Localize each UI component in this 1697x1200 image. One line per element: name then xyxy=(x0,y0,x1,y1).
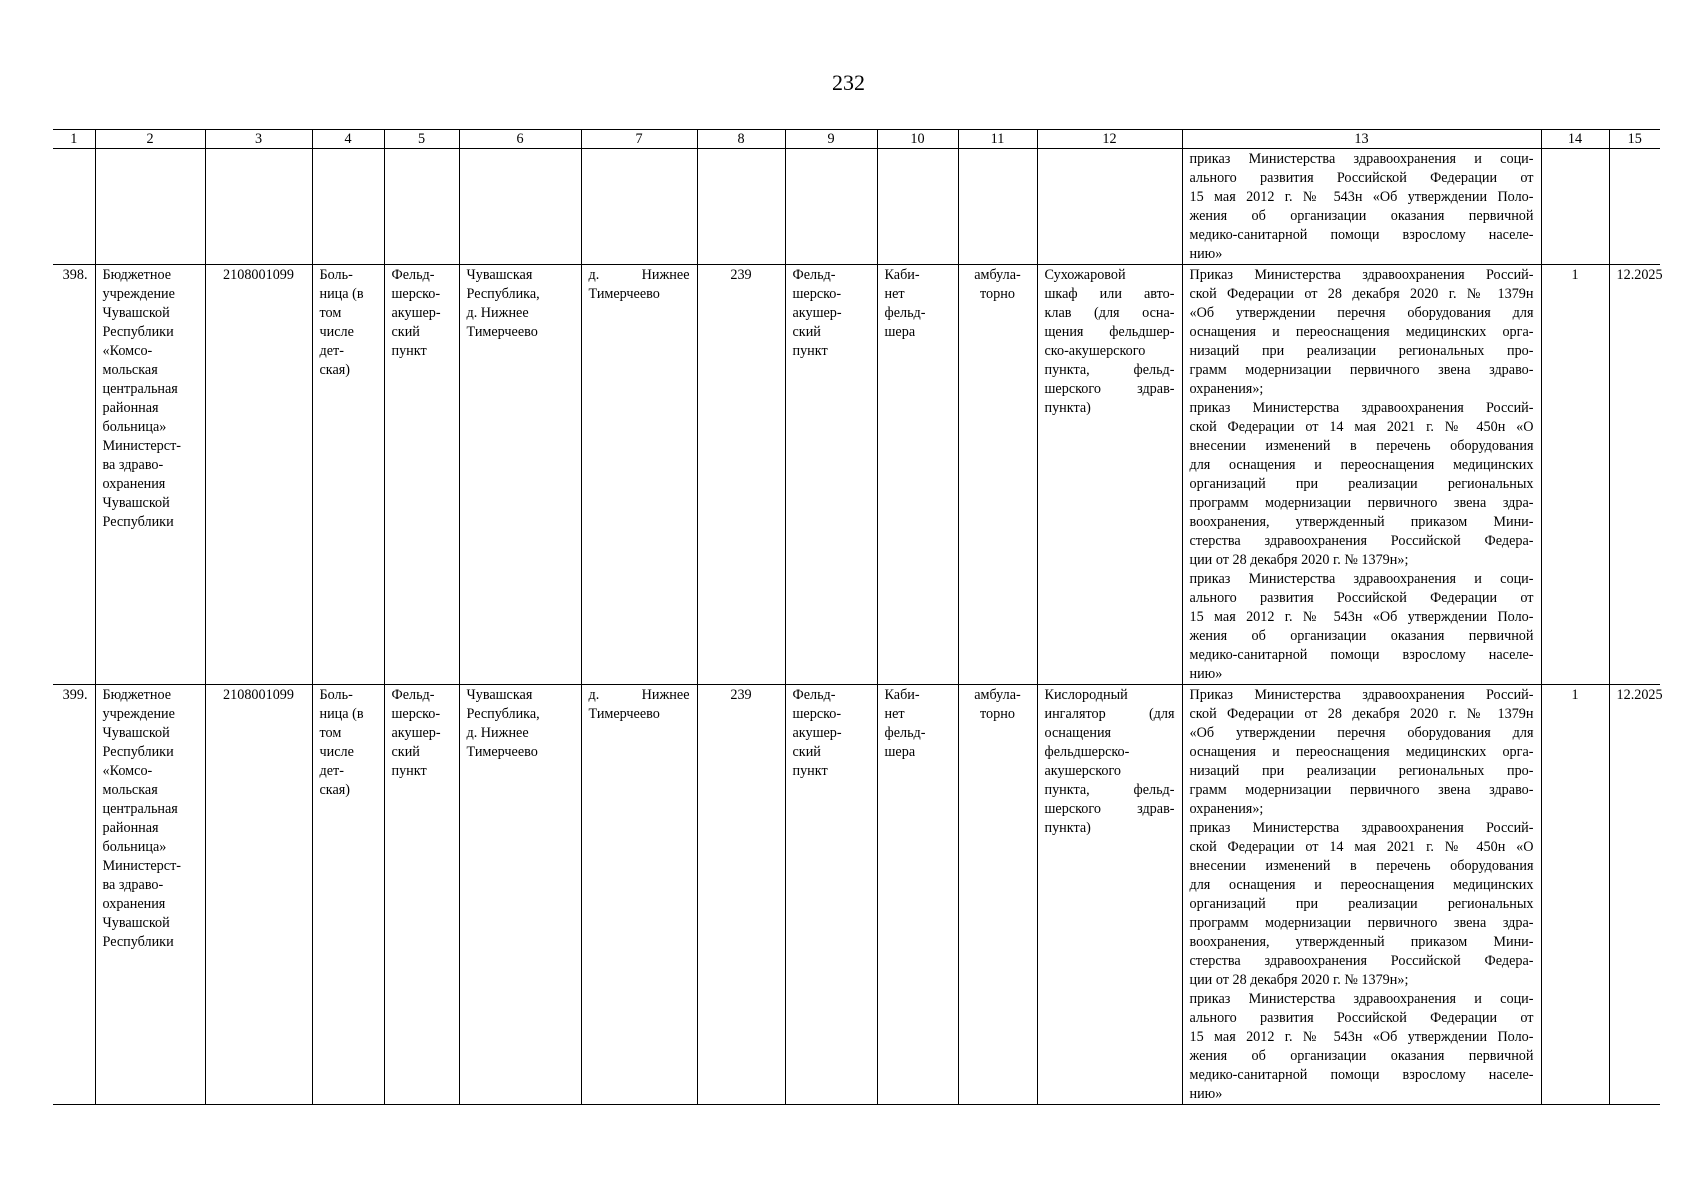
text-line: ции от 28 декабря 2020 г. № 1379н»; xyxy=(1189,552,1409,568)
column-header: 15 xyxy=(1609,130,1660,149)
column-header: 7 xyxy=(581,130,697,149)
text-line: Боль- xyxy=(319,267,353,283)
inn-code xyxy=(205,265,312,685)
text-line: Чувашская xyxy=(466,267,533,283)
text-line: для оснащения и переоснащения медицинских xyxy=(1189,457,1534,473)
text-line: Министерст- xyxy=(102,858,182,874)
cell-value: 2108001099 xyxy=(223,267,294,283)
cell-value: 12.2025 xyxy=(1616,267,1663,283)
text-line: ской Федерации от 28 декабря 2020 г. № 1379н xyxy=(1189,706,1534,722)
column-header: 3 xyxy=(205,130,312,149)
text-line: Республики xyxy=(102,514,174,530)
text-line: больница» xyxy=(102,419,167,435)
text-line: стерства здравоохранения Российской Федера- xyxy=(1189,953,1534,969)
text-line: д. Нижнее xyxy=(466,305,529,321)
text-line: Чувашская xyxy=(466,687,533,703)
text-line: фельд- xyxy=(884,305,926,321)
text-line: пункт xyxy=(792,763,828,779)
text-line: охранения xyxy=(102,896,166,912)
cell-value: 12.2025 xyxy=(1616,687,1663,703)
text-line: 15 мая 2012 г. № 543н «Об утверждении Поло- xyxy=(1189,189,1534,205)
text-line: шерского здрав- xyxy=(1044,801,1175,817)
text-line: шерско- xyxy=(792,286,842,302)
column-header: 1 xyxy=(53,130,95,149)
text-line: нию» xyxy=(1189,1086,1223,1102)
text-line: нет xyxy=(884,286,905,302)
text-line: Тимерчеево xyxy=(588,706,660,722)
column-header: 4 xyxy=(312,130,384,149)
text-line: Фельд- xyxy=(792,267,836,283)
text-line: нию» xyxy=(1189,246,1223,262)
text-line: амбула- xyxy=(974,687,1021,703)
text-line: Республика, xyxy=(466,286,540,302)
text-line: медико-санитарной помощи взрослому населе- xyxy=(1189,227,1534,243)
text-line: пункта) xyxy=(1044,400,1091,416)
legal-basis-cell xyxy=(1182,265,1541,685)
text-line: районная xyxy=(102,400,159,416)
text-line: числе xyxy=(319,744,354,760)
text-line: дет- xyxy=(319,343,344,359)
text-line: грамм модернизации первичного звена здраво- xyxy=(1189,782,1534,798)
room xyxy=(877,265,958,685)
column-header: 10 xyxy=(877,130,958,149)
text-line: оснащения xyxy=(1044,725,1112,741)
text-line: «Комсо- xyxy=(102,343,153,359)
address xyxy=(459,685,581,1105)
text-line: пункта, фельд- xyxy=(1044,782,1175,798)
unit-type xyxy=(384,265,459,685)
text-line: д. Нижнее xyxy=(466,725,529,741)
text-line: центральная xyxy=(102,381,178,397)
text-line: охранения»; xyxy=(1189,801,1264,817)
text-line: Каби- xyxy=(884,267,920,283)
text-line: акушер- xyxy=(792,305,842,321)
text-line: центральная xyxy=(102,801,178,817)
text-line: шерско- xyxy=(792,706,842,722)
text-line: Боль- xyxy=(319,687,353,703)
text-line: программ модернизации первичного звена здра- xyxy=(1189,495,1534,511)
text-line: щения фельдшер- xyxy=(1044,324,1175,340)
legal-basis-cell xyxy=(1182,149,1541,265)
cell-value: 239 xyxy=(730,267,752,283)
text-line: организаций при реализации региональных xyxy=(1189,476,1534,492)
text-line: мольская xyxy=(102,362,158,378)
text-line: нию» xyxy=(1189,666,1223,682)
text-line: программ модернизации первичного звена здра- xyxy=(1189,915,1534,931)
column-header: 6 xyxy=(459,130,581,149)
text-line: организаций при реализации региональных xyxy=(1189,896,1534,912)
legal-basis-cell xyxy=(1182,685,1541,1105)
cell-value: 398. xyxy=(62,267,88,283)
text-line: «Об утверждении перечня оборудования для xyxy=(1189,305,1534,321)
text-line: грамм модернизации первичного звена здраво- xyxy=(1189,362,1534,378)
equipment-table xyxy=(53,129,1663,1105)
text-line: ско-акушерского xyxy=(1044,343,1146,359)
row-number xyxy=(53,265,95,685)
text-line: д. Нижнее xyxy=(588,687,690,703)
settlement xyxy=(581,265,697,685)
quantity xyxy=(1541,265,1609,685)
facility-type xyxy=(312,265,384,685)
population xyxy=(697,685,785,1105)
equipment-name xyxy=(1037,265,1182,685)
text-line: охранения xyxy=(102,476,166,492)
text-line: «Об утверждении перечня оборудования для xyxy=(1189,725,1534,741)
cell-value: 239 xyxy=(730,687,752,703)
text-line: стерства здравоохранения Российской Федера- xyxy=(1189,533,1534,549)
text-line: Чувашской xyxy=(102,915,170,931)
text-line: том xyxy=(319,305,342,321)
text-line: для оснащения и переоснащения медицинских xyxy=(1189,877,1534,893)
text-line: учреждение xyxy=(102,706,175,722)
text-line: Фельд- xyxy=(391,267,435,283)
text-line: том xyxy=(319,725,342,741)
text-line: жения об организации оказания первичной xyxy=(1189,628,1534,644)
column-header: 11 xyxy=(958,130,1037,149)
column-header: 14 xyxy=(1541,130,1609,149)
text-line: шерско- xyxy=(391,706,441,722)
text-line: ального развития Российской Федерации от xyxy=(1189,170,1534,186)
text-line: дет- xyxy=(319,763,344,779)
text-line: шера xyxy=(884,324,916,340)
text-line: Тимерчеево xyxy=(466,744,538,760)
text-line: 15 мая 2012 г. № 543н «Об утверждении Поло- xyxy=(1189,1029,1534,1045)
address xyxy=(459,265,581,685)
text-line: Республики xyxy=(102,934,174,950)
text-line: «Комсо- xyxy=(102,763,153,779)
text-line: ский xyxy=(792,744,821,760)
column-header: 8 xyxy=(697,130,785,149)
text-line: Республика, xyxy=(466,706,540,722)
text-line: Чувашской xyxy=(102,495,170,511)
text-line: ального развития Российской Федерации от xyxy=(1189,1010,1534,1026)
text-line: пункт xyxy=(792,343,828,359)
text-line: Каби- xyxy=(884,687,920,703)
text-line: акушерского xyxy=(1044,763,1122,779)
text-line: Бюджетное xyxy=(102,687,172,703)
text-line: медико-санитарной помощи взрослому населе- xyxy=(1189,1067,1534,1083)
text-line: 15 мая 2012 г. № 543н «Об утверждении Поло- xyxy=(1189,609,1534,625)
care-condition xyxy=(958,685,1037,1105)
text-line: шерского здрав- xyxy=(1044,381,1175,397)
text-line: низаций при реализации региональных про- xyxy=(1189,343,1534,359)
text-line: ингалятор (для xyxy=(1044,706,1175,722)
text-line: ница (в xyxy=(319,706,364,722)
text-line: воохранения, утвержденный приказом Мини- xyxy=(1189,514,1534,530)
text-line: пункт xyxy=(391,343,427,359)
text-line: фельдшерско- xyxy=(1044,744,1130,760)
text-line: больница» xyxy=(102,839,167,855)
subdivision xyxy=(785,685,877,1105)
continuation-row xyxy=(53,149,1660,265)
room xyxy=(877,685,958,1105)
facility-type xyxy=(312,685,384,1105)
column-header: 12 xyxy=(1037,130,1182,149)
table-row xyxy=(53,265,1660,685)
text-line: Приказ Министерства здравоохранения Россий- xyxy=(1189,687,1534,703)
cell-value: 399. xyxy=(62,687,88,703)
text-line: Бюджетное xyxy=(102,267,172,283)
text-line: внесении изменений в перечень оборудования xyxy=(1189,438,1534,454)
text-line: Чувашской xyxy=(102,725,170,741)
text-line: Республики xyxy=(102,324,174,340)
column-header: 9 xyxy=(785,130,877,149)
institution-name xyxy=(95,265,205,685)
inn-code xyxy=(205,685,312,1105)
text-line: приказ Министерства здравоохранения и соци- xyxy=(1189,991,1534,1007)
text-line: воохранения, утвержденный приказом Мини- xyxy=(1189,934,1534,950)
text-line: шкаф или авто- xyxy=(1044,286,1175,302)
text-line: учреждение xyxy=(102,286,175,302)
text-line: Фельд- xyxy=(391,687,435,703)
text-line: шера xyxy=(884,744,916,760)
unit-type xyxy=(384,685,459,1105)
text-line: Кислородный xyxy=(1044,687,1128,703)
text-line: приказ Министерства здравоохранения и соци- xyxy=(1189,571,1534,587)
text-line: ва здраво- xyxy=(102,877,164,893)
cell-value: 1 xyxy=(1571,267,1579,283)
text-line: числе xyxy=(319,324,354,340)
text-line: ский xyxy=(391,324,420,340)
text-line: Сухожаровой xyxy=(1044,267,1126,283)
text-line: амбула- xyxy=(974,267,1021,283)
table-row xyxy=(53,685,1660,1105)
text-line: торно xyxy=(980,286,1015,302)
text-line: ский xyxy=(391,744,420,760)
column-number-header-row xyxy=(53,130,1660,149)
text-line: Чувашской xyxy=(102,305,170,321)
deadline xyxy=(1609,685,1663,1105)
population xyxy=(697,265,785,685)
text-line: медико-санитарной помощи взрослому населе- xyxy=(1189,647,1534,663)
quantity xyxy=(1541,685,1609,1105)
text-line: ва здраво- xyxy=(102,457,164,473)
text-line: мольская xyxy=(102,782,158,798)
text-line: пункта, фельд- xyxy=(1044,362,1175,378)
text-line: Приказ Министерства здравоохранения Россий- xyxy=(1189,267,1534,283)
equipment-name xyxy=(1037,685,1182,1105)
text-line: Министерст- xyxy=(102,438,182,454)
text-line: торно xyxy=(980,706,1015,722)
text-line: акушер- xyxy=(391,725,441,741)
settlement xyxy=(581,685,697,1105)
column-header: 13 xyxy=(1182,130,1541,149)
text-line: приказ Министерства здравоохранения Россий- xyxy=(1189,820,1534,836)
text-line: ального развития Российской Федерации от xyxy=(1189,590,1534,606)
cell-value: 2108001099 xyxy=(223,687,294,703)
text-line: д. Нижнее xyxy=(588,267,690,283)
institution-name xyxy=(95,685,205,1105)
text-line: акушер- xyxy=(391,305,441,321)
column-header: 5 xyxy=(384,130,459,149)
subdivision xyxy=(785,265,877,685)
text-line: оснащения и переоснащения медицинских орга- xyxy=(1189,324,1534,340)
text-line: ница (в xyxy=(319,286,364,302)
text-line: жения об организации оказания первичной xyxy=(1189,208,1534,224)
page-number: 232 xyxy=(832,70,865,95)
text-line: приказ Министерства здравоохранения Россий- xyxy=(1189,400,1534,416)
text-line: Фельд- xyxy=(792,687,836,703)
text-line: клав (для осна- xyxy=(1044,305,1175,321)
text-line: шерско- xyxy=(391,286,441,302)
text-line: Тимерчеево xyxy=(466,324,538,340)
text-line: приказ Министерства здравоохранения и соци- xyxy=(1189,151,1534,167)
row-number xyxy=(53,685,95,1105)
text-line: ской Федерации от 28 декабря 2020 г. № 1379н xyxy=(1189,286,1534,302)
text-line: ской Федерации от 14 мая 2021 г. № 450н «О xyxy=(1189,839,1534,855)
text-line: жения об организации оказания первичной xyxy=(1189,1048,1534,1064)
text-line: низаций при реализации региональных про- xyxy=(1189,763,1534,779)
text-line: пункт xyxy=(391,763,427,779)
text-line: фельд- xyxy=(884,725,926,741)
column-header: 2 xyxy=(95,130,205,149)
text-line: ская) xyxy=(319,362,351,378)
text-line: ской Федерации от 14 мая 2021 г. № 450н «О xyxy=(1189,419,1534,435)
text-line: районная xyxy=(102,820,159,836)
care-condition xyxy=(958,265,1037,685)
text-line: Республики xyxy=(102,744,174,760)
text-line: охранения»; xyxy=(1189,381,1264,397)
text-line: ский xyxy=(792,324,821,340)
text-line: Тимерчеево xyxy=(588,286,660,302)
text-line: акушер- xyxy=(792,725,842,741)
deadline xyxy=(1609,265,1663,685)
text-line: нет xyxy=(884,706,905,722)
text-line: пункта) xyxy=(1044,820,1091,836)
text-line: ская) xyxy=(319,782,351,798)
text-line: ции от 28 декабря 2020 г. № 1379н»; xyxy=(1189,972,1409,988)
text-line: внесении изменений в перечень оборудования xyxy=(1189,858,1534,874)
cell-value: 1 xyxy=(1571,687,1579,703)
text-line: оснащения и переоснащения медицинских орга- xyxy=(1189,744,1534,760)
